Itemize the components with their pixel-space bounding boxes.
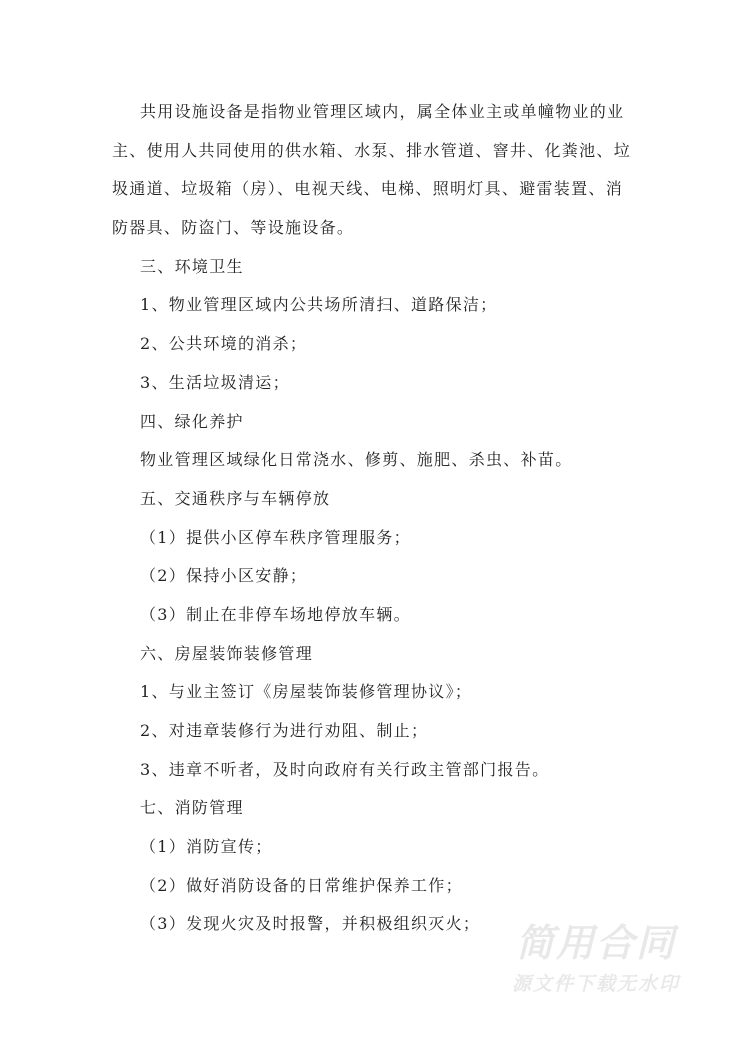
list-item: （1）提供小区停车秩序管理服务；	[140, 527, 411, 547]
paragraph-line: 防器具、防盗门、等设施设备。	[112, 218, 355, 238]
section-heading: 三、环境卫生	[140, 256, 244, 276]
section-heading: 四、绿化养护	[140, 411, 244, 431]
list-item: （2）保持小区安静；	[140, 566, 308, 586]
paragraph-line: 共用设施设备是指物业管理区域内，属全体业主或单幢物业的业	[140, 102, 625, 121]
list-item: 1、物业管理区域内公共场所清扫、道路保洁；	[140, 295, 498, 315]
list-item: 3、生活垃圾清运；	[140, 372, 290, 392]
watermark-title: 简用合同	[516, 921, 677, 965]
section-heading: 五、交通秩序与车辆停放	[140, 488, 331, 508]
list-item: （1）消防宣传；	[140, 837, 273, 857]
list-item: 物业管理区域绿化日常浇水、修剪、施肥、杀虫、补苗。	[140, 450, 573, 470]
list-item: 3、违章不听者，及时向政府有关行政主管部门报告。	[140, 759, 550, 779]
watermark-subtitle: 源文件下载无水印	[512, 973, 681, 995]
list-item: （3）发现火灾及时报警，并积极组织灭火；	[140, 914, 481, 934]
list-item: （3）制止在非停车场地停放车辆。	[140, 604, 411, 624]
list-item: 2、公共环境的消杀；	[140, 334, 308, 354]
list-item: （2）做好消防设备的日常维护保养工作；	[140, 875, 463, 895]
list-item: 2、对违章装修行为进行劝阻、制止；	[140, 721, 429, 740]
section-heading: 七、消防管理	[140, 798, 244, 818]
paragraph-line: 圾通道、垃圾箱（房）、电视天线、电梯、照明灯具、避雷装置、消	[112, 179, 624, 199]
section-heading: 六、房屋装饰装修管理	[140, 643, 314, 663]
list-item: 1、与业主签订《房屋装饰装修管理协议》；	[140, 682, 473, 702]
paragraph-line: 主、使用人共同使用的供水箱、水泵、排水管道、窨井、化粪池、垃	[112, 140, 632, 160]
document-body	[112, 99, 637, 950]
watermark	[512, 912, 680, 996]
